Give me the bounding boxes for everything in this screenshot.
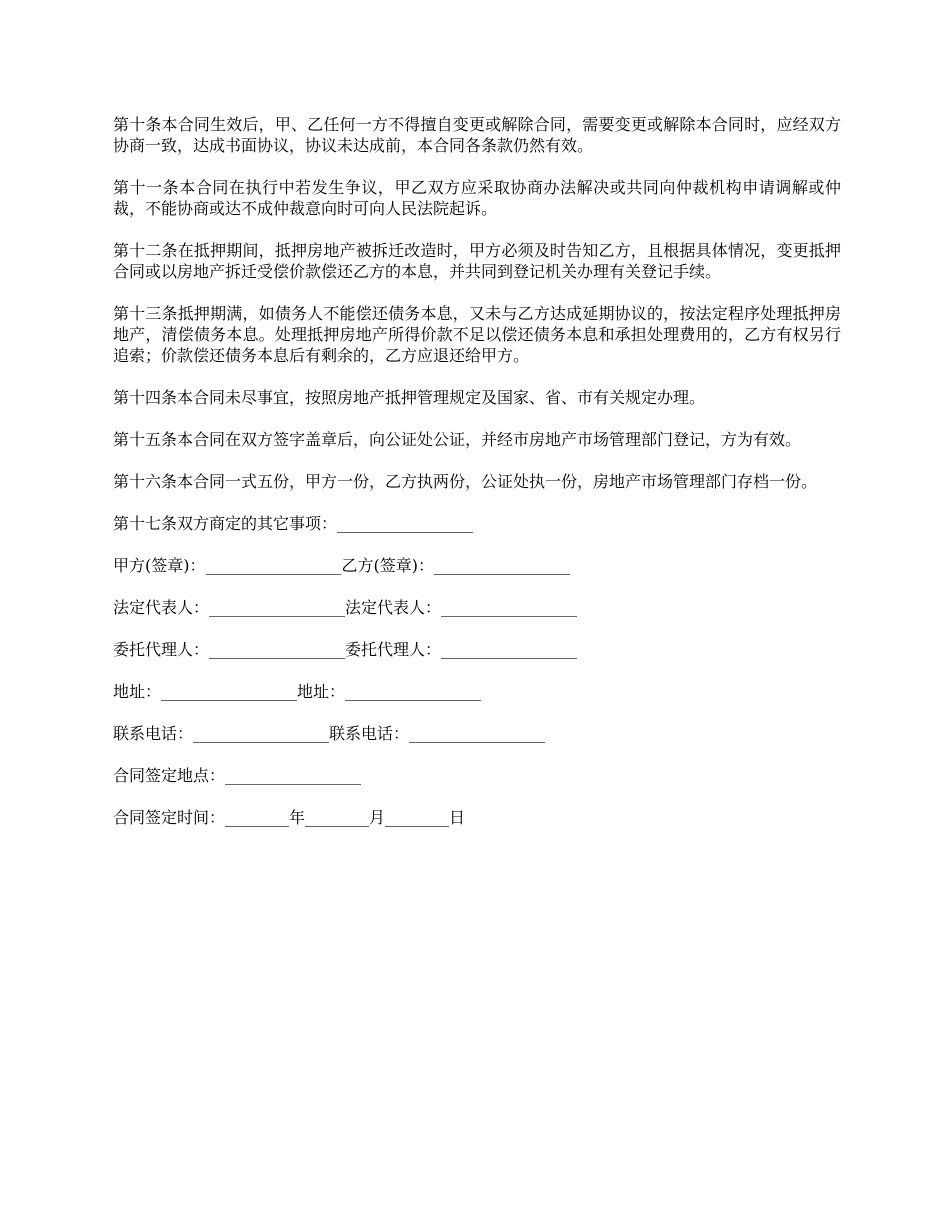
signing-place-line: 合同签定地点：_________________ (113, 766, 362, 785)
clause-14: 第十四条本合同未尽事宜，按照房地产抵押管理规定及国家、省、市有关规定办理。 (113, 388, 706, 407)
signing-date-line: 合同签定时间：________年________月________日 (113, 808, 466, 827)
clause-10: 第十条本合同生效后，甲、乙任何一方不得擅自变更或解除合同，需要变更或解除本合同时，应经双方协商一致，达成书面协议，协议未达成前，本合同各条款仍然有效。 (113, 115, 841, 155)
document-page (113, 114, 841, 849)
address-line: 地址：_________________地址：_________________ (113, 682, 482, 701)
signature-party-a-party-b: 甲方(签章)：_________________乙方(签章)：_________________ (113, 556, 570, 575)
clause-12: 第十二条在抵押期间，抵押房地产被拆迁改造时，甲方必须及时告知乙方，且根据具体情况，变更抵押合同或以房地产拆迁受偿价款偿还乙方的本息，并共同到登记机关办理有关登记手续。 (113, 241, 841, 281)
clause-17-other-matters: 第十七条双方商定的其它事项：_________________ (113, 514, 474, 533)
legal-representative-line: 法定代表人：_________________法定代表人：_________________ (113, 598, 578, 617)
clause-13: 第十三条抵押期满，如债务人不能偿还债务本息，又未与乙方达成延期协议的，按法定程序处理抵押房地产，清偿债务本息。处理抵押房地产所得价款不足以偿还债务本息和承担处理费用的，乙方有权另行追索；价款偿还债务本息后有剩余的，乙方应退还给甲方。 (113, 304, 841, 365)
clause-11: 第十一条本合同在执行中若发生争议，甲乙双方应采取协商办法解决或共同向仲裁机构申请调解或仲裁，不能协商或达不成仲裁意向时可向人民法院起诉。 (113, 178, 841, 218)
clause-15: 第十五条本合同在双方签字盖章后，向公证处公证，并经市房地产市场管理部门登记，方为有效。 (113, 430, 802, 449)
authorized-agent-line: 委托代理人：_________________委托代理人：_________________ (113, 640, 578, 659)
clause-16: 第十六条本合同一式五份，甲方一份，乙方执两份，公证处执一份，房地产市场管理部门存档一份。 (113, 472, 818, 491)
phone-line: 联系电话：_________________联系电话：_________________ (113, 724, 546, 743)
